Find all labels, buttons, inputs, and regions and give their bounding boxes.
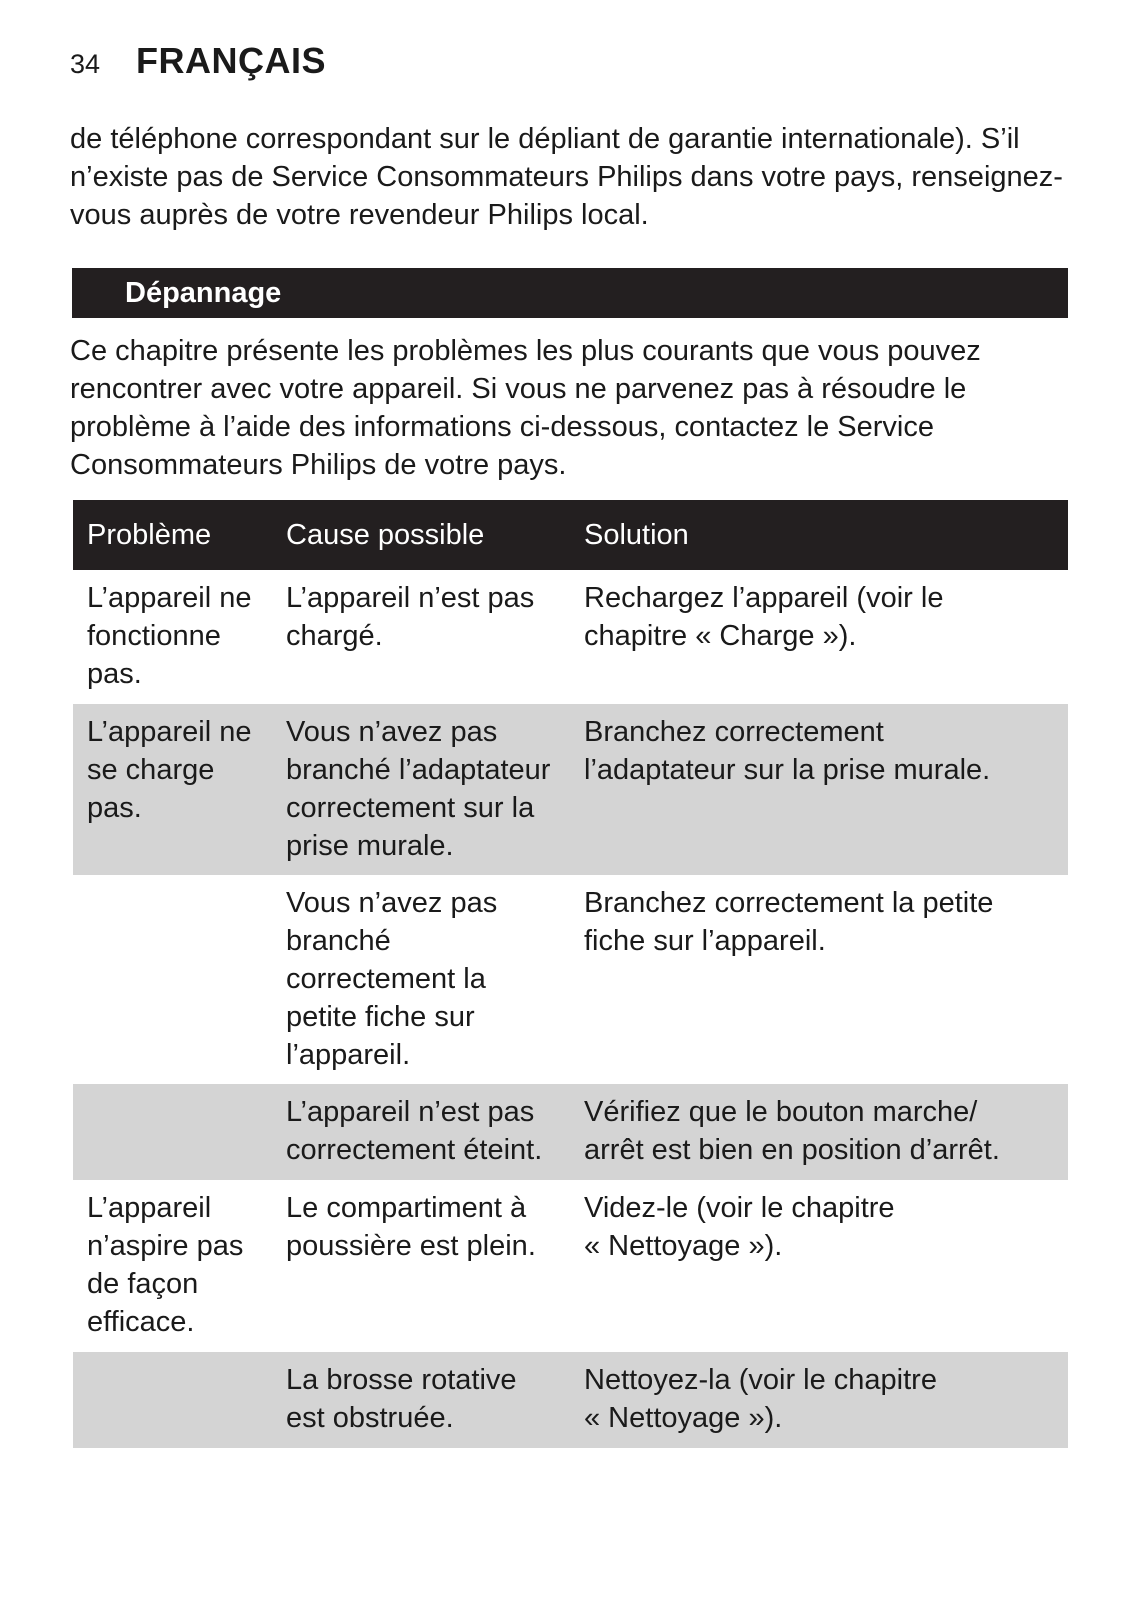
cause-cell: La brosse rotative est obstruée. (286, 1364, 517, 1434)
table-row (73, 1352, 1068, 1448)
solution-cell: Videz-le (voir le chapitre « Nettoyage »). (584, 1192, 895, 1262)
header-solution: Solution (584, 519, 689, 551)
problem-cell (73, 1352, 273, 1448)
section-heading: Dépannage (72, 268, 1068, 318)
page-number: 34 (70, 49, 101, 79)
intro-paragraph: de téléphone correspondant sur le dépliant de garantie internationale). S’il n’existe pas de Service Consommateurs Philips dans votre pays, renseignez-vous auprès de votre revendeur Philips local. (70, 123, 1063, 231)
solution-cell: Branchez correctement l’adaptateur sur la prise murale. (584, 716, 991, 786)
cause-cell: Le compartiment à poussière est plein. (286, 1192, 536, 1262)
section-description: Ce chapitre présente les problèmes les plus courants que vous pouvez rencontrer avec votre appareil. Si vous ne parvenez pas à résoudre le problème à l’aide des informations ci-dessous, contactez le Service Consommateurs Philips de votre pays. (70, 335, 981, 481)
cause-cell: L’appareil n’est pas correctement éteint. (286, 1096, 543, 1166)
header-cause: Cause possible (286, 519, 485, 551)
table-row (73, 875, 1068, 1084)
problem-cell: L’appareil n’aspire pas de façon efficace. (87, 1192, 244, 1338)
cause-cell: Vous n’avez pas branché correctement la petite fiche sur l’appareil. (286, 887, 498, 1071)
solution-cell: Nettoyez-la (voir le chapitre « Nettoyage »). (584, 1364, 937, 1434)
solution-cell: Branchez correctement la petite fiche sur l’appareil. (584, 887, 994, 957)
language-title: FRANÇAIS (136, 40, 327, 81)
problem-cell (73, 875, 273, 1084)
header-problem: Problème (87, 519, 212, 551)
solution-cell: Vérifiez que le bouton marche/ arrêt est bien en position d’arrêt. (584, 1096, 1000, 1166)
table-header-row (73, 500, 1068, 570)
cause-cell: Vous n’avez pas branché l’adaptateur correctement sur la prise murale. (286, 716, 551, 862)
troubleshooting-table (73, 500, 1068, 1448)
table-row (73, 1180, 1068, 1352)
page-header (70, 40, 326, 90)
table-row (73, 704, 1068, 875)
solution-cell: Rechargez l’appareil (voir le chapitre « Charge »). (584, 582, 944, 652)
table-row (73, 570, 1068, 704)
problem-cell: L’appareil ne se charge pas. (87, 716, 252, 824)
problem-cell: L’appareil ne fonctionne pas. (87, 582, 252, 690)
problem-cell (73, 1084, 273, 1180)
table-row (73, 1084, 1068, 1180)
cause-cell: L’appareil n’est pas chargé. (286, 582, 535, 652)
